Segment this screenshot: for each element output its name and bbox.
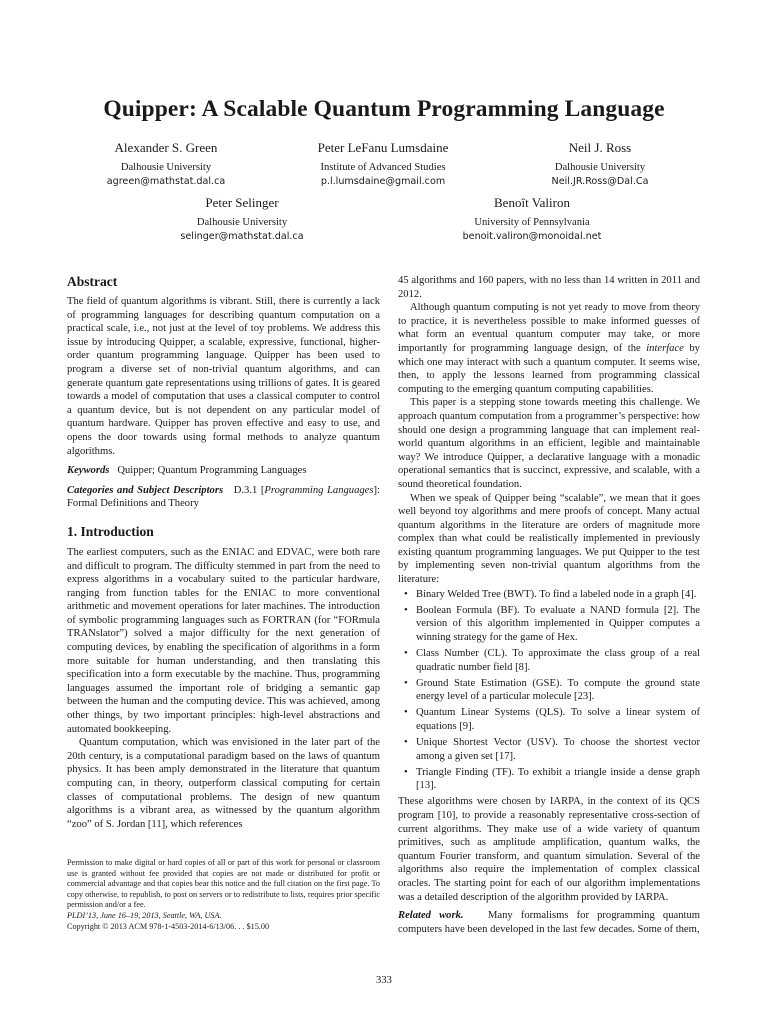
list-item: • Boolean Formula (BF). To evaluate a NAND formula [2]. The version of this algorithm implemented in Quipper computes a winning strategy for the game of Hex. <box>398 604 700 645</box>
permission-footnote <box>67 858 380 932</box>
body-paragraph <box>398 301 700 396</box>
author-block <box>500 140 700 188</box>
list-item: • Class Number (CL). To approximate the class group of a real quadratic number field [8]. <box>398 647 700 674</box>
body-paragraph: These algorithms were chosen by IARPA, in the context of its QCS program [10], to provide a reasonably representative cross-section of current algorithms. They make use of a wide variety of quantum primitives, such as amplitude amplification, quantum walks, the quantum Fourier transform, and quantum simulation. Several of the algorithms also require the implementation of complex classical oracles. The starting point for each of our algorithm implementations was a detailed description of the algorithm provided by IARPA. <box>398 796 700 903</box>
body-paragraph: 45 algorithms and 160 papers, with no less than 14 written in 2011 and 2012. <box>398 275 700 300</box>
author-block <box>432 195 632 243</box>
author-name: Neil J. Ross <box>568 140 632 155</box>
abstract-text: The field of quantum algorithms is vibrant. Still, there is currently a lack of programming languages for describing quantum computation on a practical scale, i.e., not just at the level of toy problems. We address this issue by introducing Quipper, a scalable, expressive, functional, higher-order quantum programming language. Quipper has been used to program a diverse set of non-trivial quantum algorithms, and can generate quantum gate representations using trillions of gates. It is geared towards a model of computation that uses a classical computer to control a quantum device, but is not dependent on any particular model of quantum hardware. Quipper has proven effective and easy to use, and opens the door towards using formal methods to analyze quantum algorithms. <box>67 296 380 457</box>
author-email: selinger@mathstat.dal.ca <box>180 231 304 242</box>
author-block <box>66 140 266 188</box>
body-text: by which one may interact with such a quantum computer. It seems wise, then, to apply the lessons learned from programming classical computing to the emerging quantum computing capabilities. <box>398 342 700 395</box>
list-item: • Quantum Linear Systems (QLS). To solve a linear system of equations [9]. <box>398 706 700 733</box>
keywords-text: Quipper; Quantum Programming Languages <box>117 465 307 477</box>
section-heading: 1. Introduction <box>67 523 154 539</box>
copyright-line: Copyright © 2013 ACM 978-1-4503-2014-6/13/06. . . $15.00 <box>67 921 270 931</box>
left-column <box>67 274 380 831</box>
author-affiliation: Institute of Advanced Studies <box>320 162 446 173</box>
body-paragraph: When we speak of Quipper being “scalable”, we mean that it goes well beyond toy algorithms and mere proofs of concept. Many actual quantum algorithms in the literature are orders of magnitude more complex than what could be realistically implemented in previously existing quantum programming languages. We put Quipper to the test by implementing seven non-trivial quantum algorithms from the literature: <box>398 492 700 586</box>
footnote-text: Permission to make digital or hard copies of all or part of this work for personal or classroom use is granted without fee provided that copies are not made or distributed for profit or commercial advantage and that copies bear this notice and the full citation on the first page. To copy otherwise, to republish, to post on servers or to redistribute to lists, requires prior specific permission and/or a fee. <box>67 858 380 910</box>
related-work-text: Many formalisms for programming quantum computers have been developed in the last few decades. Some of them, <box>398 910 700 935</box>
conference-line: PLDI’13, June 16–19, 2013, Seattle, WA, USA. <box>67 910 222 920</box>
author-affiliation: Dalhousie University <box>554 162 646 173</box>
author-email: Neil.JR.Ross@Dal.Ca <box>551 176 649 187</box>
author-email: benoit.valiron@monoidal.net <box>462 231 602 242</box>
related-work-paragraph <box>398 909 700 936</box>
author-block <box>283 140 483 188</box>
right-column <box>398 274 700 936</box>
author-name: Benoît Valiron <box>494 195 570 210</box>
author-affiliation: University of Pennsylvania <box>474 217 590 228</box>
intro-paragraph: The earliest computers, such as the ENIAC and EDVAC, were both rare and difficult to program. The difficulty stemmed in part from the need to express algorithms in a vocabulary suited to the particular hardware, ranging from function tables for the ENIAC to more conventional arithmetic and movement operations for later machines. The introduction of symbolic programming languages such as FORTRAN (for “FORmula TRANslator”) solved a major difficulty for the next generation of computing devices, by enabling the specification of algorithms in a form more suitable for human understanding, and then translating this specification into a form executable by the machine. Thus, programming languages assumed the important role of bridging a semantic gap between the human and the computing device. This was achieved, among other things, by two important principles: high-level abstractions and automated bookkeeping. <box>67 546 380 735</box>
categories-italic: Programming Languages <box>264 484 374 496</box>
author-email: p.l.lumsdaine@gmail.com <box>320 176 446 187</box>
author-email: agreen@mathstat.dal.ca <box>106 176 226 187</box>
keywords-line <box>67 464 380 478</box>
author-name: Peter Selinger <box>205 195 279 210</box>
author-affiliation: Dalhousie University <box>196 217 288 228</box>
emphasis-text: interface <box>646 342 684 354</box>
paper-title: Quipper: A Scalable Quantum Programming Language <box>103 96 665 122</box>
list-item: • Binary Welded Tree (BWT). To find a labeled node in a graph [4]. <box>398 588 700 602</box>
list-item: • Ground State Estimation (GSE). To compute the ground state energy level of a particular molecule [23]. <box>398 677 700 704</box>
page-number: 333 <box>376 975 392 986</box>
list-item: • Triangle Finding (TF). To exhibit a triangle inside a dense graph [13]. <box>398 766 700 793</box>
list-item: • Unique Shortest Vector (USV). To choose the shortest vector among a given set [17]. <box>398 736 700 763</box>
abstract-heading: Abstract <box>67 274 118 289</box>
author-affiliation: Dalhousie University <box>120 162 212 173</box>
body-text: Although quantum computing is not yet ready to move from theory to practice, it is nevertheless possible to make informed guesses of what form an eventual quantum computer may take, or more importantly for programming language design, of the <box>398 302 700 354</box>
categories-line <box>67 484 380 511</box>
algorithm-list <box>398 588 700 793</box>
author-name: Alexander S. Green <box>114 140 218 155</box>
author-block <box>142 195 342 243</box>
keywords-label: Keywords <box>67 465 110 477</box>
categories-label: Categories and Subject Descriptors <box>67 484 224 496</box>
author-name: Peter LeFanu Lumsdaine <box>317 140 449 155</box>
intro-paragraph: Quantum computation, which was envisioned in the later part of the 20th century, is a computational paradigm based on the laws of quantum physics. It has been amply demonstrated in the literature that quantum computing can, in theory, outperform classical computing for certain classes of computational problems. The design of new quantum algorithms is a vibrant area, as witnessed by the quantum algorithm “zoo” of S. Jordan [11], which references <box>67 737 380 830</box>
categories-rest: ]: Formal Definitions and Theory <box>67 484 380 510</box>
body-paragraph: This paper is a stepping stone towards meeting this challenge. We approach quantum computation from a programmer’s perspective: how should one design a programming language that can implement real-world quantum algorithms in an efficient, legible and maintainable way? We introduce Quipper, a declarative language with a monadic operational semantics that is succinct, expressive, and scalable, with a sound theoretical foundation. <box>398 397 700 490</box>
categories-code: D.3.1 [ <box>233 484 265 496</box>
related-work-label: Related work. <box>398 910 464 922</box>
